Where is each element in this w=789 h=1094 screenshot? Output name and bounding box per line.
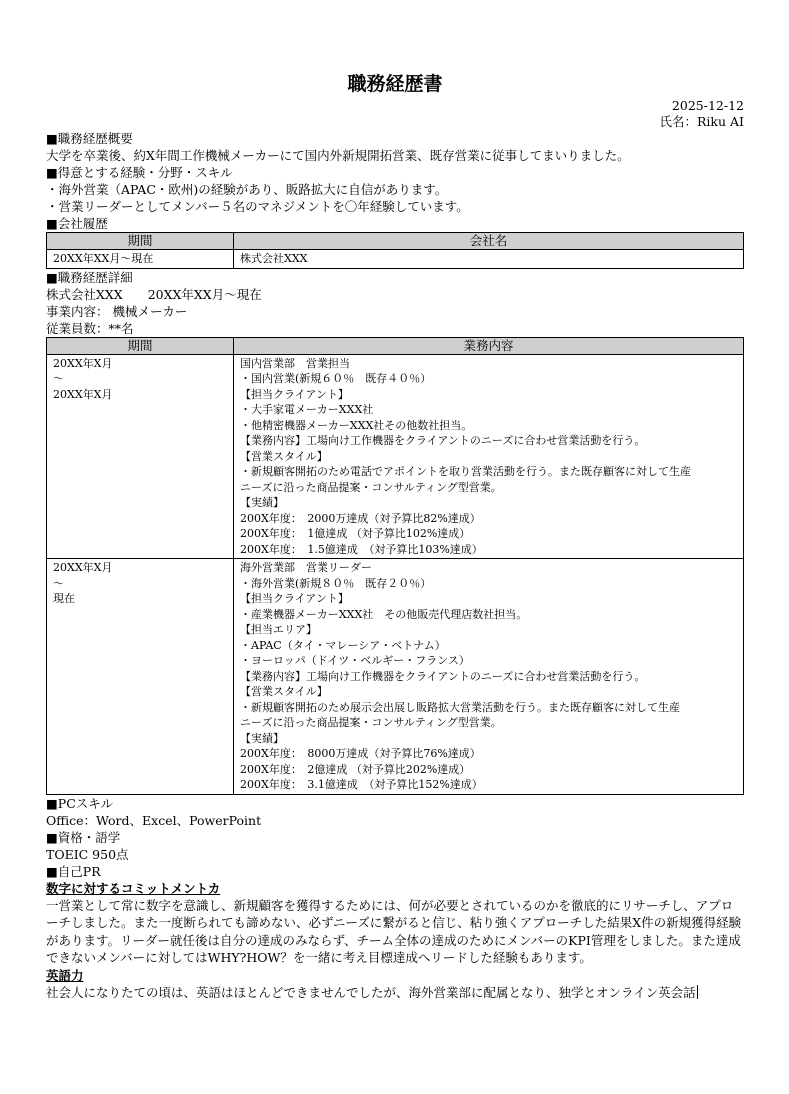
- table-header-period: 期間: [47, 337, 234, 354]
- document-title: 職務経歴書: [347, 73, 443, 95]
- table-header-company: 会社名: [234, 233, 744, 250]
- table-header-job-content: 業務内容: [234, 337, 744, 354]
- pr-paragraph-commitment: 一営業として常に数字を意識し、新規顧客を獲得するためには、何が必要とされているのかを徹底的にリサーチし、アプローチしました。また一度断られても諦めない、必ずニーズに繋がると信じ、粘り強くアプローチした結果X件の新規獲得経験があります。リーダー就任後は自分の達成のみならず、チーム全体の達成のためにメンバーのKPI管理をしました。また達成できないメンバーに対してはWHY?HOW？を一緒に考え目標達成へリードした経験もあります。: [46, 897, 742, 965]
- company-history-table: [46, 232, 744, 269]
- company-history-heading: ■会社履歴: [46, 216, 108, 231]
- document-date: 2025-12-12: [671, 98, 744, 113]
- table-row: [47, 250, 744, 269]
- pr-paragraph-english[interactable]: 社会人になりたての頃は、英語はほとんどできませんでしたが、海外営業部に配属となり、独学とオンライン英会話: [46, 984, 744, 1001]
- table-row: [47, 559, 744, 795]
- period-cell: 20XX年X月 ～ 20XX年X月: [47, 354, 234, 559]
- resume-document: [46, 0, 744, 1001]
- pr-subheading-commitment: 数字に対するコミットメントカ: [46, 880, 221, 896]
- skill-item: ・営業リーダーとしてメンバー５名のマネジメントを〇年経験しています。: [46, 199, 469, 214]
- detail-business: 事業内容： 機械メーカー: [46, 303, 188, 319]
- self-pr-heading: ■自己PR: [46, 863, 101, 879]
- detail-company: 株式会社XXX 20XX年XX月～現在: [46, 286, 262, 302]
- license-text: TOEIC 950点: [46, 846, 129, 862]
- skill-item: ・海外営業（APAC・欧州)の経験があり、販路拡大に自信があります。: [46, 182, 448, 197]
- summary-text: 大学を卒業後、約X年間工作機械メーカーにて国内外新規開拓営業、既存営業に従事してまいりました。: [46, 148, 630, 163]
- period-cell: 20XX年X月 ～ 現在: [47, 559, 234, 795]
- job-content-cell: 国内営業部 営業担当 ・国内営業(新規６０％ 既存４０％） 【担当クライアント】 ・大手家電メーカーXXX社 ・他精密機器メーカーXXX社その他数社担当。 【業務内容】工場向け工作機器をクライアントのニーズに合わせ営業活動を行う。 【営業スタイル】 ・新規顧客開拓のため電話でアポイントを取り営業活動を行う。また既存顧客に対して生産 ニーズに沿った商品提案・コンサルティング型営業。 【実績】 200X年度： 2000万達成（対予算比82%達成） 200X年度： 1億達成 （対予算比102%達成） 200X年度： 1.5億達成 （対予算比103%達成）: [234, 354, 744, 559]
- pr-subheading-english: 英語力: [46, 967, 84, 983]
- detail-heading: ■職務経歴詳細: [46, 269, 133, 285]
- company-name-cell: 株式会社XXX: [234, 250, 744, 269]
- company-period-cell: 20XX年XX月～現在: [47, 250, 234, 269]
- detail-employees: 従業員数：**名: [46, 320, 134, 336]
- skills-heading: ■得意とする経験・分野・スキル: [46, 165, 233, 180]
- summary-heading: ■職務経歴概要: [46, 131, 133, 146]
- text-cursor: [697, 985, 699, 999]
- license-heading: ■資格・語学: [46, 829, 121, 845]
- table-row: [47, 354, 744, 559]
- job-history-table: [46, 337, 744, 795]
- job-content-cell: 海外営業部 営業リーダー ・海外営業(新規８０％ 既存２０％） 【担当クライアント】 ・産業機器メーカーXXX社 その他販売代理店数社担当。 【担当エリア】 ・APAC（タイ・マレーシア・ベトナム） ・ヨーロッパ（ドイツ・ベルギー・フランス） 【業務内容】工場向け工作機器をクライアントのニーズに合わせ営業活動を行う。 【営業スタイル】 ・新規顧客開拓のため展示会出展し販路拡大営業活動を行う。また既存顧客に対して生産 ニーズに沿った商品提案・コンサルティング型営業。 【実績】 200X年度： 8000万達成（対予算比76%達成） 200X年度： 2億達成 （対予算比202%達成） 200X年度： 3.1億達成 （対予算比152%達成）: [234, 559, 744, 795]
- applicant-name: 氏名：Riku AI: [659, 114, 744, 129]
- table-header-period: 期間: [47, 233, 234, 250]
- pc-skills-heading: ■PCスキル: [46, 795, 114, 811]
- pc-skills-text: Office：Word、Excel、PowerPoint: [46, 812, 262, 828]
